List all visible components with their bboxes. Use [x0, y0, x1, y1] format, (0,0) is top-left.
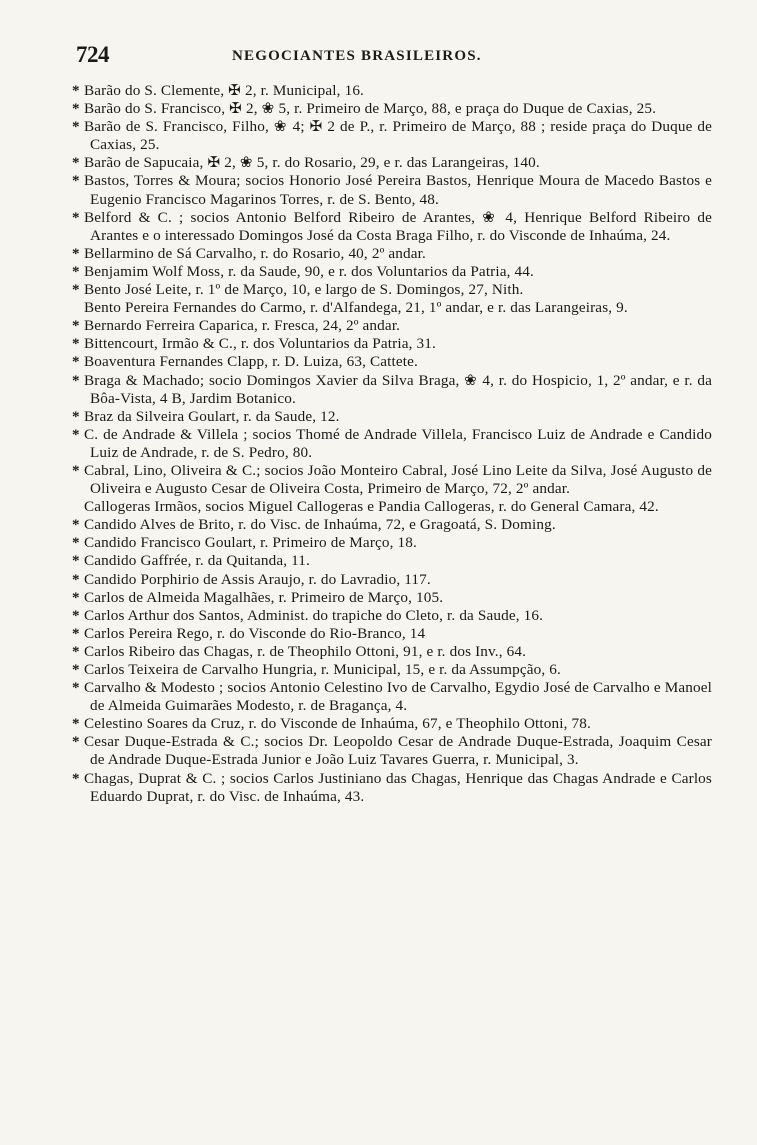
directory-entry [72, 733, 712, 769]
entry-text: Carlos Pereira Rego, r. do Visconde do Rio-Branco, 14 [84, 624, 426, 642]
entry-text: Candido Francisco Goulart, r. Primeiro de Março, 18. [84, 534, 417, 552]
entry-text: Carlos Ribeiro das Chagas, r. de Theophilo Ottoni, 91, e r. dos Inv., 64. [84, 642, 527, 660]
directory-entry [72, 770, 712, 806]
directory-entry [72, 625, 712, 643]
entry-text: Belford & C. ; socios Antonio Belford Ribeiro de Arantes, ❀ 4, Henrique Belford Ribeiro de Arantes e o interessado Domingos José da Costa Braga Filho, r. do Visconde de Inhaúma, 24. [84, 208, 712, 244]
directory-entry [72, 317, 712, 335]
entry-text: Chagas, Duprat & C. ; socios Carlos Justiniano das Chagas, Henrique das Chagas Andrade e Carlos Eduardo Duprat, r. do Visc. de Inhaúma, 43. [84, 769, 712, 805]
entry-text: Barão do S. Francisco, ✠ 2, ❀ 5, r. Primeiro de Março, 88, e praça do Duque de Caxias, 25. [84, 100, 657, 118]
asterisk-mark: * [72, 716, 80, 733]
directory-entry [72, 82, 712, 100]
asterisk-mark: * [72, 245, 80, 262]
directory-entry [72, 154, 712, 172]
asterisk-mark: * [72, 354, 80, 371]
directory-entry [72, 643, 712, 661]
running-head-title: NEGOCIANTES BRASILEIROS. [232, 48, 482, 64]
directory-entry [72, 715, 712, 733]
asterisk-mark: * [72, 517, 80, 534]
entry-text: Bento José Leite, r. 1º de Março, 10, e largo de S. Domingos, 27, Nith. [84, 281, 524, 299]
asterisk-mark: * [72, 607, 80, 624]
entry-text: Barão de S. Francisco, Filho, ❀ 4; ✠ 2 de P., r. Primeiro de Março, 88 ; reside praça do Duque de Caxias, 25. [84, 118, 712, 154]
directory-entry [72, 552, 712, 570]
asterisk-mark: * [72, 770, 80, 787]
entry-text: Carlos de Almeida Magalhães, r. Primeiro de Março, 105. [84, 588, 444, 606]
entry-text: Carlos Arthur dos Santos, Administ. do trapiche do Cleto, r. da Saude, 16. [84, 606, 544, 624]
asterisk-mark: * [72, 625, 80, 642]
entry-text: Benjamim Wolf Moss, r. da Saude, 90, e r. dos Voluntarios da Patria, 44. [84, 262, 534, 280]
asterisk-mark: * [72, 734, 80, 751]
asterisk-mark: * [72, 155, 80, 172]
asterisk-mark: * [72, 643, 80, 660]
entry-text: Callogeras Irmãos, socios Miguel Callogeras e Pandia Callogeras, r. do General Camara, 42. [84, 498, 659, 516]
entry-text: Cabral, Lino, Oliveira & C.; socios João Monteiro Cabral, José Lino Leite da Silva, José Augusto de Oliveira e Augusto Cesar de Oliveira Costa, Primeiro de Março, 72, 2º andar. [84, 461, 712, 498]
directory-entry [72, 498, 712, 516]
entry-text: Carlos Teixeira de Carvalho Hungria, r. Municipal, 15, e r. da Assumpção, 6. [84, 661, 561, 678]
entry-text: Barão de Sapucaia, ✠ 2, ❀ 5, r. do Rosario, 29, e r. das Larangeiras, 140. [84, 154, 540, 172]
asterisk-mark: * [72, 408, 80, 425]
asterisk-mark: * [72, 662, 80, 678]
directory-entry [72, 172, 712, 208]
asterisk-mark: * [72, 426, 80, 443]
entry-text: Candido Porphirio de Assis Araujo, r. do Lavradio, 117. [84, 570, 431, 588]
directory-entry [72, 118, 712, 154]
entry-text: Candido Gaffrée, r. da Quitanda, 11. [84, 552, 310, 570]
directory-entry [72, 426, 712, 462]
directory-entry [72, 607, 712, 625]
asterisk-mark: * [72, 101, 80, 118]
directory-entry [72, 571, 712, 589]
directory-entry [72, 335, 712, 353]
asterisk-mark: * [72, 119, 80, 136]
asterisk-mark: * [72, 462, 80, 479]
directory-entry [72, 462, 712, 498]
asterisk-mark: * [72, 553, 80, 570]
asterisk-mark: * [72, 571, 80, 588]
asterisk-mark: * [72, 83, 80, 99]
directory-entry [72, 661, 712, 679]
entry-text: Carvalho & Modesto ; socios Antonio Celestino Ivo de Carvalho, Egydio José de Carvalho e Manoel de Almeida Guimarães Modesto, r. de Bragança, 4. [84, 679, 712, 715]
entry-list [72, 82, 712, 1082]
entry-text: Bastos, Torres & Moura; socios Honorio José Pereira Bastos, Henrique Moura de Macedo Bastos e Eugenio Francisco Magarinos Torres, r. de S. Bento, 48. [84, 172, 712, 208]
asterisk-mark: * [72, 336, 80, 353]
entry-text: Bittencourt, Irmão & C., r. dos Voluntarios da Patria, 31. [84, 335, 436, 353]
asterisk-mark: * [72, 680, 80, 697]
entry-text: Boaventura Fernandes Clapp, r. D. Luiza, 63, Cattete. [84, 353, 418, 371]
directory-entry [72, 353, 712, 371]
directory-entry [72, 209, 712, 245]
asterisk-mark: * [72, 209, 80, 226]
entry-text: Bento Pereira Fernandes do Carmo, r. d'Alfandega, 21, 1º andar, e r. das Larangeiras, 9. [84, 299, 628, 317]
directory-entry [72, 516, 712, 534]
entry-text: Cesar Duque-Estrada & C.; socios Dr. Leopoldo Cesar de Andrade Duque-Estrada, Joaquim Cesar de Andrade Duque-Estrada Junior e João Luiz Tavares Guerra, r. Municipal, 3. [84, 733, 712, 769]
directory-entry [72, 589, 712, 607]
page-header [72, 36, 712, 72]
asterisk-mark: * [72, 318, 80, 335]
directory-entry [72, 281, 712, 299]
directory-entry [72, 534, 712, 552]
directory-entry [72, 299, 712, 317]
asterisk-mark: * [72, 282, 80, 299]
directory-entry [72, 372, 712, 408]
asterisk-mark: * [72, 589, 80, 606]
asterisk-mark: * [72, 173, 80, 190]
entry-text: Barão do S. Clemente, ✠ 2, r. Municipal, 16. [84, 82, 365, 99]
entry-text: Bellarmino de Sá Carvalho, r. do Rosario, 40, 2º andar. [84, 244, 426, 262]
directory-entry [72, 263, 712, 281]
page-number: 724 [76, 42, 109, 67]
asterisk-mark: * [72, 535, 80, 552]
entry-text: Braga & Machado; socio Domingos Xavier da Silva Braga, ❀ 4, r. do Hospicio, 1, 2º andar, e r. da Bôa-Vista, 4 B, Jardim Botanico. [84, 371, 712, 407]
asterisk-mark: * [72, 263, 80, 280]
entry-text: Candido Alves de Brito, r. do Visc. de Inhaúma, 72, e Gragoatá, S. Doming. [84, 516, 556, 534]
entry-text: Braz da Silveira Goulart, r. da Saude, 12. [84, 407, 340, 425]
entry-text: C. de Andrade & Villela ; socios Thomé de Andrade Villela, Francisco Luiz de Andrade e Candido Luiz de Andrade, r. de S. Pedro, 80. [84, 425, 712, 461]
entry-text: Celestino Soares da Cruz, r. do Visconde de Inhaúma, 67, e Theophilo Ottoni, 78. [84, 715, 591, 733]
directory-entry [72, 100, 712, 118]
directory-entry [72, 245, 712, 263]
directory-entry [72, 408, 712, 426]
asterisk-mark: * [72, 372, 80, 389]
directory-entry [72, 679, 712, 715]
entry-text: Bernardo Ferreira Caparica, r. Fresca, 24, 2º andar. [84, 317, 401, 335]
